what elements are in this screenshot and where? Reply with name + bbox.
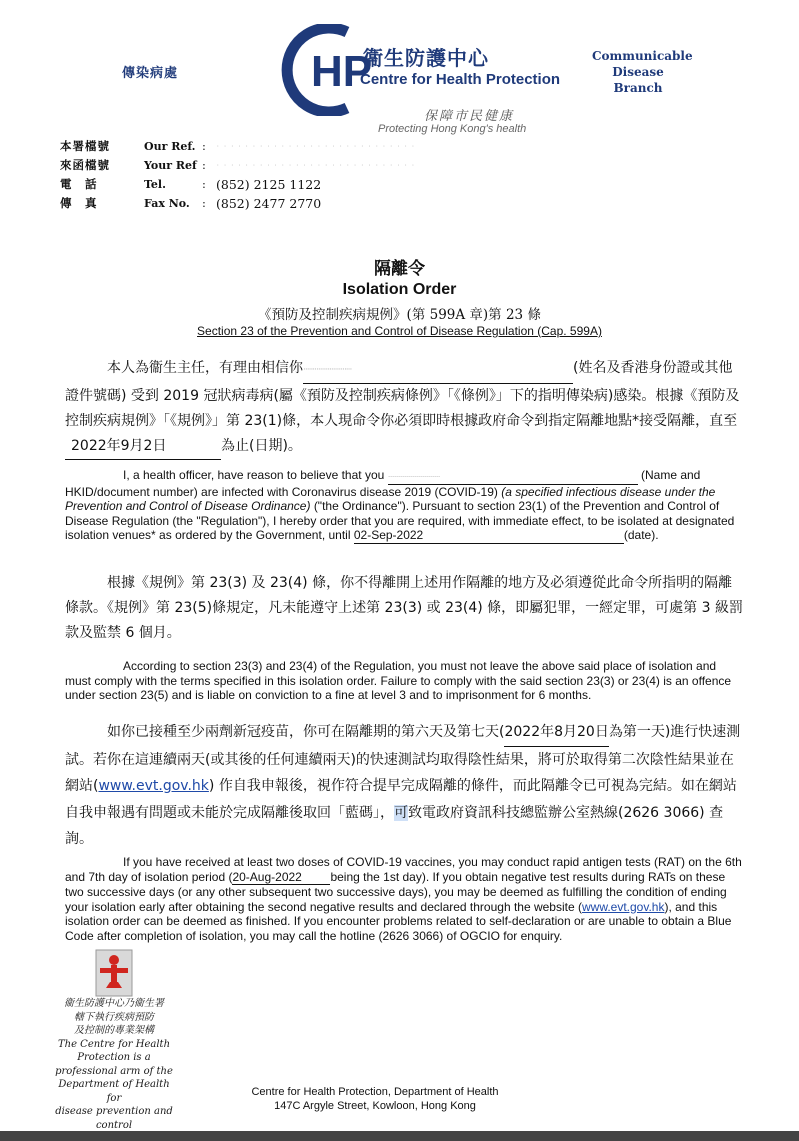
note-en-line: disease prevention and: [55, 1106, 173, 1117]
ref-label-en: Our Ref.: [144, 140, 196, 153]
ref-colon: :: [202, 139, 206, 153]
org-name-zh: 衞生防護中心: [363, 46, 489, 70]
branch-name: [592, 48, 693, 96]
end-date-en: 02-Sep-2022: [354, 528, 624, 544]
para3-zh-d: 致電政府資訊科技總監辦公室熱線(2626 3066) 查詢。: [65, 804, 724, 847]
para3-zh-a: 如你已接種至少兩劑新冠疫苗，你可在隔離期的第六天及第七天(: [107, 724, 505, 740]
note-en-line: Protection is a: [77, 1052, 151, 1063]
ref-colon: :: [202, 158, 206, 172]
ref-label-zh: 傳 真: [60, 196, 98, 210]
ref-label-zh: 來函檔號: [60, 158, 110, 172]
para3-zh-b: 為第一天)進行快速測試。若你在這連續兩天(或其後的任何連續兩天)的快速測試均取得陰性結果，將可於取得第二次陰性結果並在網站(: [65, 724, 741, 794]
first-day-date-zh: 2022年8月20日: [504, 719, 608, 747]
first-day-date-en: 20-Aug-2022: [232, 870, 330, 886]
note-en-line: The Centre for Health: [57, 1038, 171, 1050]
evt-website-link-en[interactable]: www.evt.gov.hk: [581, 899, 665, 914]
note-en-line: Department of Health for: [58, 1079, 170, 1104]
ref-label-zh: 本署檔號: [60, 139, 110, 153]
name-redacted-field-en: ··························: [388, 468, 638, 485]
doh-emblem-icon: [94, 948, 134, 998]
ref-value: (852) 2125 1122: [216, 177, 322, 192]
branch-line: Disease: [612, 65, 664, 79]
ref-value: (852) 2477 2770: [216, 196, 322, 211]
para3-en-b: being the 1st day). If you obtain negative test results during RATs on these two successive days (or any other subsequent two successive days), you may be deemed as fulfilling the condition of ending your isolation early after obtaining the second negative results and declared through the website (: [65, 869, 727, 914]
ref-row-our-ref: [60, 137, 415, 156]
para1-zh: [65, 356, 745, 460]
note-zh-line: 衞生防護中心乃衞生署: [64, 998, 164, 1009]
ref-label-en: Your Ref: [144, 159, 197, 172]
para2-en-text: According to section 23(3) and 23(4) of the Regulation, you must not leave the above said place of isolation and must comply with the terms specified in this isolation order. Failure to comply with the said section 23(3) or 23(4) is an offence under section 23(5) and is liable on conviction to a fine at level 3 and to imprisonment for 6 months.: [65, 659, 732, 702]
note-zh-line: 及控制的專業架構: [74, 1025, 154, 1036]
para1-en-c: ("the Ordinance"). Pursuant to section 23(1) of the Prevention and Control of Disease Regulation (the "Regulation"), I hereby order that you are required, with immediate effect, to be isolated at designated isolation venues* as ordered by the Government, until: [65, 499, 735, 542]
para2-zh-text: 根據《規例》第 23(3) 及 23(4) 條，你不得離開上述用作隔離的地方及必須遵從此命令所指明的隔離條款。《規例》第 23(5)條規定，凡未能遵守上述第 23(3) 或 23(4) 條，即屬犯罪，一經定罪，可處第 3 級罰款及監禁 6 個月。: [65, 575, 743, 641]
bottom-edge-bar: [0, 1131, 799, 1141]
subtitle-en: Section 23 of the Prevention and Control of Disease Regulation (Cap. 599A): [197, 324, 602, 338]
slogan-zh: 保障市民健康: [424, 109, 515, 124]
reference-table: [60, 137, 415, 213]
branch-line: Communicable: [592, 49, 693, 63]
para3-zh: [65, 719, 745, 853]
ref-row-your-ref: [60, 156, 415, 175]
title-en: Isolation Order: [342, 281, 457, 298]
address-line: 147C Argyle Street, Kowloon, Hong Kong: [274, 1100, 476, 1112]
para1-zh-b: (姓名及香港身份證或其他證件號碼) 受到 2019 冠狀病毒病(屬《預防及控制疾病條例》「《條例》」下的指明傳染病)感染。根據《預防及控制疾病規例》「《規例》」第 23(1)條，本人現命令你必須即時根據政府命令到指定隔離地點*接受隔離，直至: [65, 360, 740, 429]
footer-note: [50, 997, 178, 1132]
note-en-line: control: [95, 1119, 133, 1131]
org-name-en: Centre for Health Protection: [360, 71, 561, 88]
para1-zh-c: 為止(日期)。: [221, 438, 302, 454]
subtitle-zh: 《預防及控制疾病規例》(第 599A 章)第 23 條: [258, 307, 541, 323]
ref-value: · · · · · · · · · · · · · · · · · · · · · · · · · · · ·: [216, 162, 415, 169]
para3-en-a: If you have received at least two doses of COVID-19 vaccines, you may conduct rapid antigen tests (RAT) on the 6th and 7th day of isolation period (: [65, 855, 742, 884]
department-name-zh: 傳染病處: [122, 66, 179, 81]
para1-en-d: (date).: [623, 528, 659, 542]
para3-en: [65, 855, 745, 943]
note-zh-line: 轄下執行疾病預防: [74, 1011, 154, 1023]
name-redacted-field: ··························: [303, 356, 573, 384]
para1-zh-a: 本人為衞生主任，有理由相信你: [107, 360, 303, 376]
ref-row-tel: [60, 175, 415, 194]
ref-label-en: Fax No.: [144, 197, 190, 210]
title-zh: 隔離令: [374, 259, 425, 279]
para3-zh-c: ) 作自我申報後，視作符合提早完成隔離的條件，而此隔離令已可視為完結。如在網站自我申報遇有問題或未能於完成隔離後取回「藍碼」，: [65, 778, 737, 821]
para1-en-a: I, a health officer, have reason to believe that you: [123, 468, 385, 482]
slogan-en: Protecting Hong Kong's health: [378, 123, 527, 135]
para2-zh: [65, 571, 745, 646]
highlighted-char: 可: [394, 804, 408, 821]
branch-line: Branch: [613, 81, 663, 95]
para2-en: [65, 659, 745, 703]
ref-value: · · · · · · · · · · · · · · · · · · · · · · · · · · · ·: [216, 143, 415, 150]
footer-address: [200, 1085, 550, 1113]
para1-en-b: (Name and HKID/document number) are infected with Coronavirus disease 2019 (COVID-19): [65, 468, 701, 499]
ref-label-en: Tel.: [144, 178, 166, 191]
note-en-line: professional arm of the: [55, 1065, 173, 1077]
para1-en-italic: (a specified infectious disease under the Prevention and Control of Disease Ordinance): [65, 484, 716, 513]
ref-label-zh: 電 話: [60, 177, 98, 191]
logo-hp-letters: HP: [311, 47, 373, 96]
para3-en-c: ), and this isolation order can be deemed as finished. If you encounter problems related to self-declaration or are unable to obtain a Blue Code after completion of isolation, you may call the hotline (2626 3066) of OGCIO for enquiry.: [65, 899, 732, 943]
ref-row-fax: [60, 194, 415, 213]
evt-website-link-zh[interactable]: www.evt.gov.hk: [98, 778, 209, 794]
address-line: Centre for Health Protection, Department of Health: [251, 1086, 499, 1098]
ref-colon: :: [202, 177, 206, 191]
para1-en: [65, 468, 745, 544]
ref-colon: :: [202, 196, 206, 210]
end-date-zh: 2022年9月2日: [65, 434, 221, 460]
